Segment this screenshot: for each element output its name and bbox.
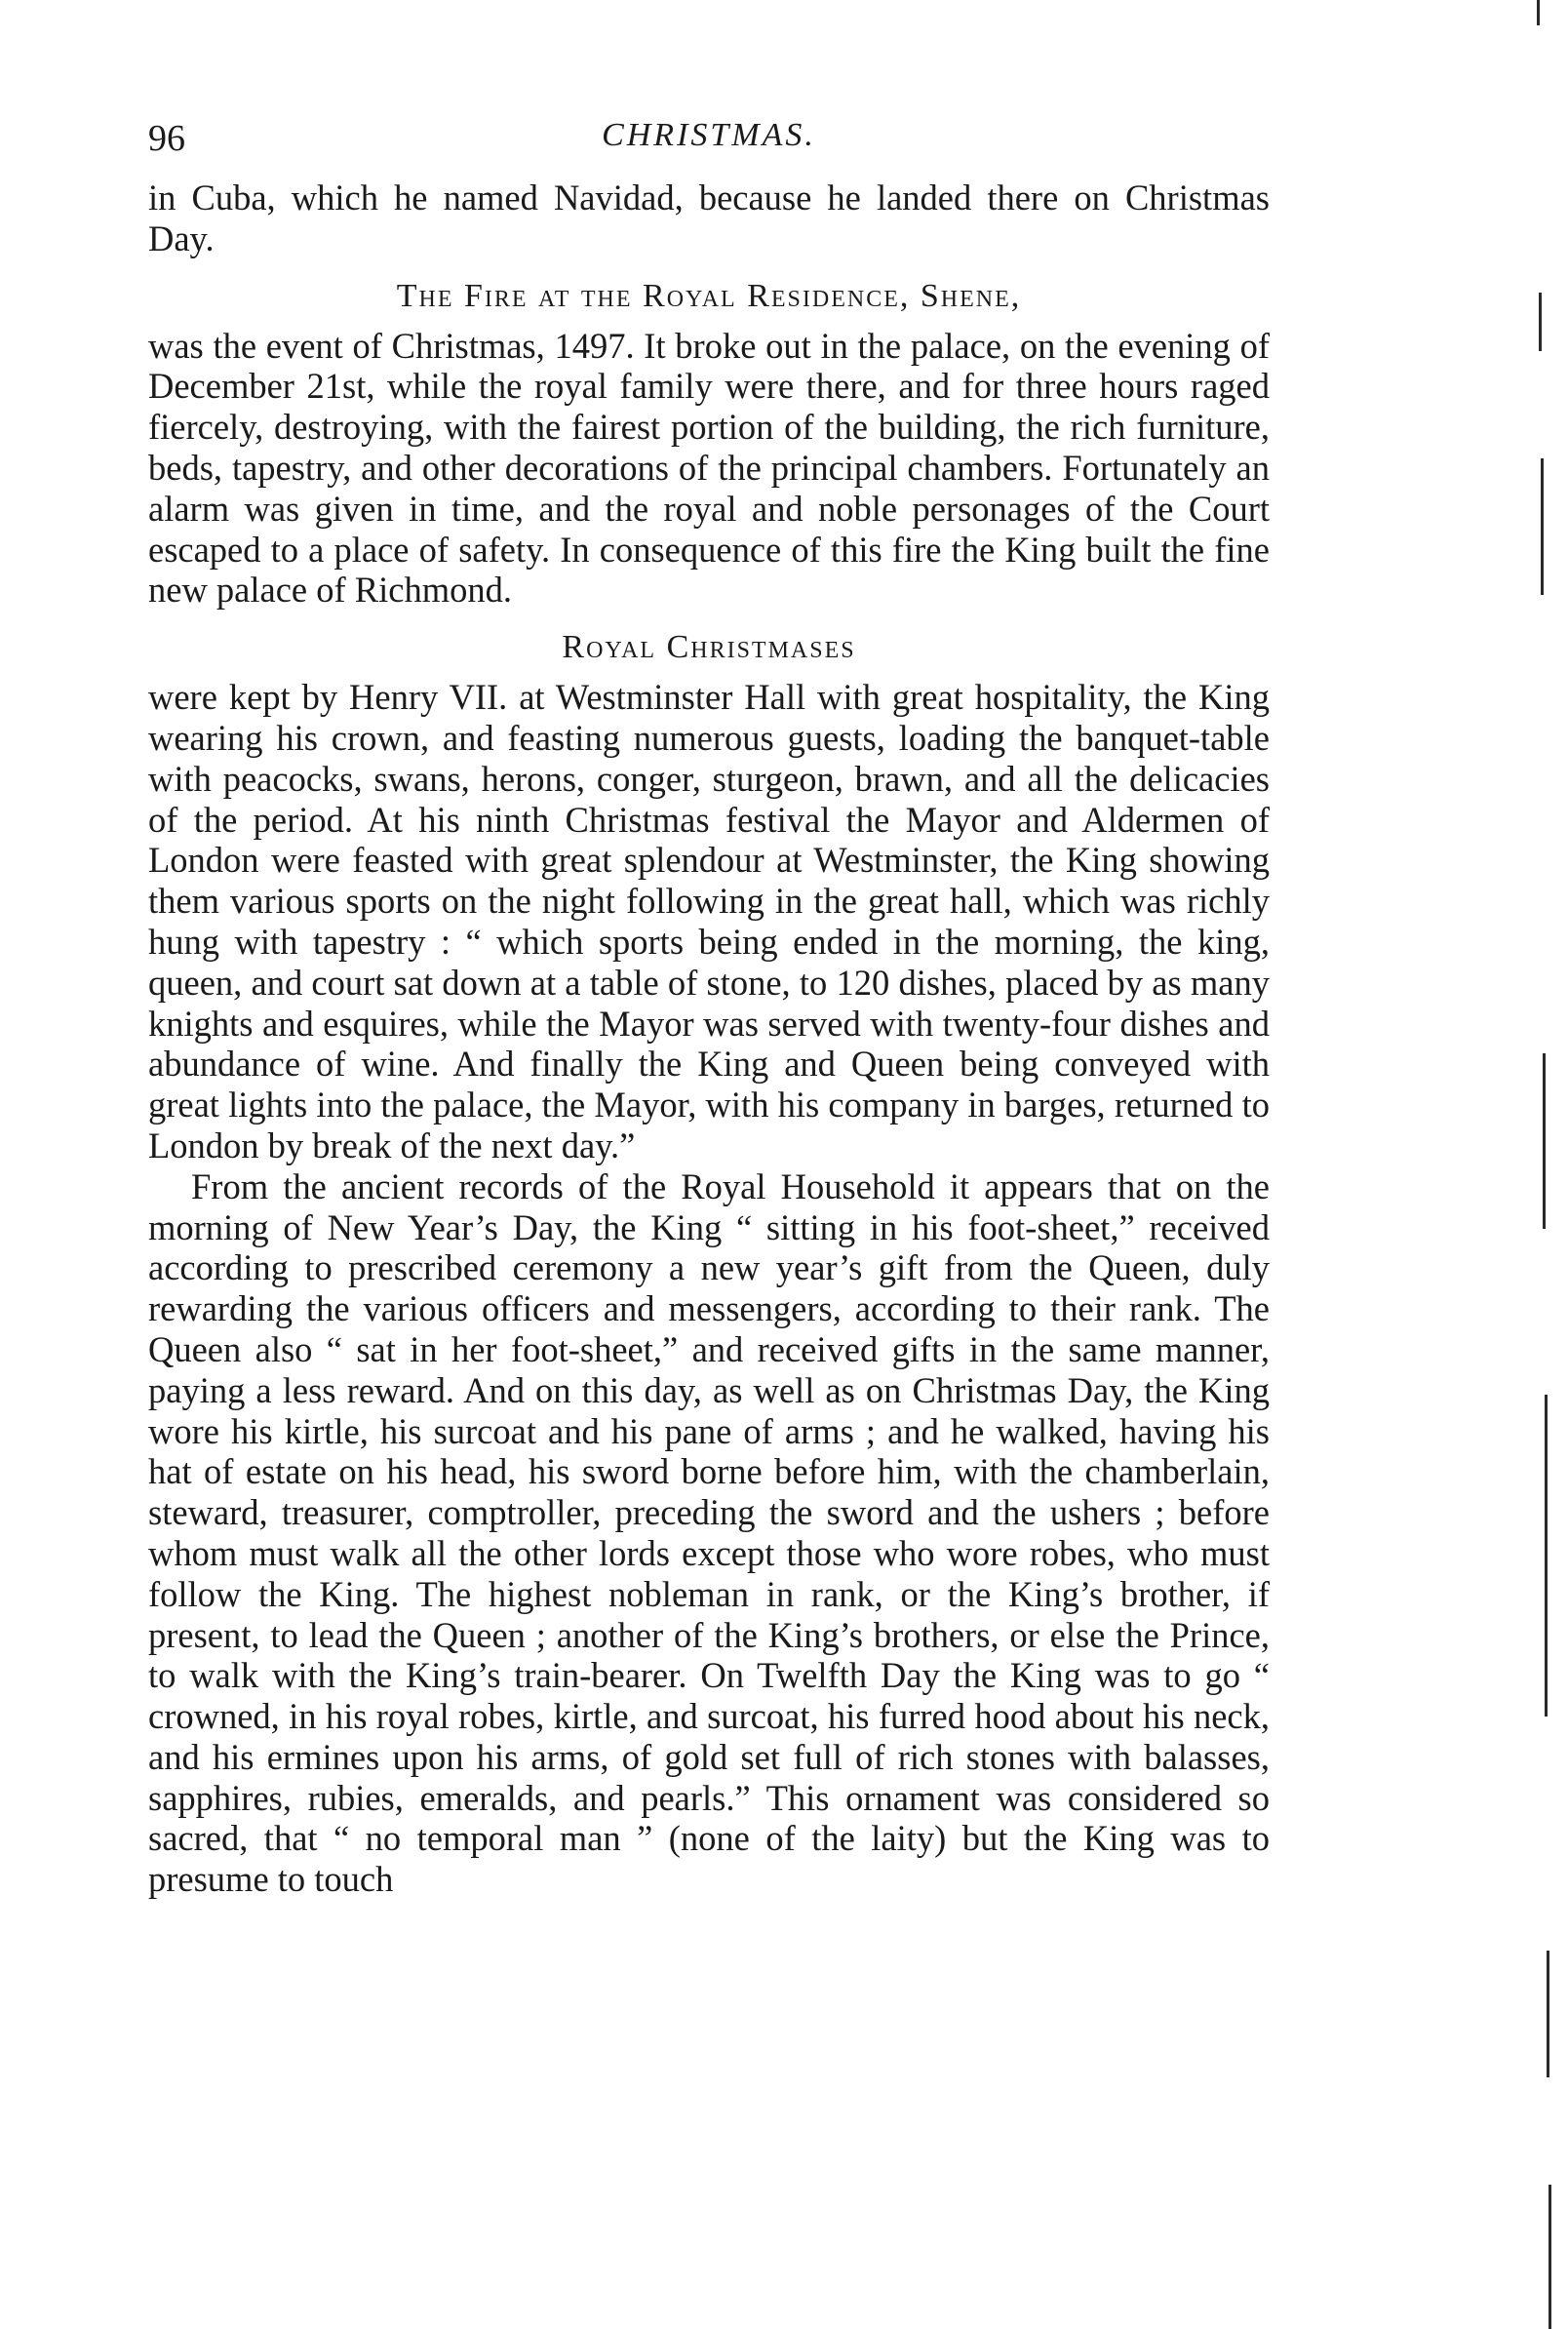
paragraph-fire: was the event of Christmas, 1497. It broke out in the palace, on the evening of December 21st, while the royal family were there, and for three hours raged fiercely, destroying, with the fairest portion of the building, the rich furniture, beds, tapestry, and other decorations of the principal chambers. Fortunately an alarm was given in time, and the royal and noble personages of the Court escaped to a place of safety. In consequence of this fire the King built the fine new palace of Richmond. [148, 325, 1270, 611]
running-head [148, 109, 1270, 168]
book-page [148, 109, 1270, 1900]
running-title: CHRISTMAS. [602, 117, 816, 153]
page-number: 96 [148, 118, 185, 159]
heading-fire-shene: The Fire at the Royal Residence, Shene, [396, 277, 1022, 314]
scan-mark [1545, 1395, 1548, 1717]
scan-mark [1547, 1951, 1549, 2077]
scan-mark [1543, 1053, 1546, 1229]
scan-mark [1537, 0, 1540, 25]
heading-royal-christmases: Royal Christmases [562, 629, 856, 666]
paragraph-cuba: in Cuba, which he named Navidad, because he landed there on Christmas Day. [148, 178, 1270, 258]
paragraph-henry-vii: were kept by Henry VII. at Westminster Hall with great hospitality, the King wearing his crown, and feasting numerous guests, loading the banquet-table with peacocks, swans, herons, conger, sturgeon, brawn, and all the delicacies of the period. At his ninth Christmas festival the Mayor and Aldermen of London were feasted with great splendour at Westminster, the King showing them various sports on the night following in the great hall, which was richly hung with tapestry : “ which sports being ended in the morning, the king, queen, and court sat down at a table of stone, to 120 dishes, placed by as many knights and esquires, while the Mayor was served with twenty-four dishes and abundance of wine. And finally the King and Queen being conveyed with great lights into the palace, the Mayor, with his company in barges, returned to London by break of the next day.” [148, 677, 1270, 1165]
paragraph-royal-household: From the ancient records of the Royal Household it appears that on the morning of New Year’s Day, the King “ sitting in his foot-sheet,” received according to prescribed ceremony a new year’s gift from the Queen, duly rewarding the various officers and messengers, according to their rank. The Queen also “ sat in her foot-sheet,” and received gifts in the same manner, paying a less reward. And on this day, as well as on Christmas Day, the King wore his kirtle, his surcoat and his pane of arms ; and he walked, having his hat of estate on his head, his sword borne before him, with the chamberlain, steward, treasurer, comptroller, preceding the sword and the ushers ; before whom must walk all the other lords except those who wore robes, who must follow the King. The highest nobleman in rank, or the King’s brother, if present, to lead the Queen ; another of the King’s brothers, or else the Prince, to walk with the King’s train-bearer. On Twelfth Day the King was to go “ crowned, in his royal robes, kirtle, and surcoat, his furred hood about his neck, and his ermines upon his arms, of gold set full of rich stones with balasses, sapphires, rubies, emeralds, and pearls.” This ornament was considered so sacred, that “ no temporal man ” (none of the laity) but the King was to presume to touch [148, 1165, 1270, 1900]
scan-mark [1541, 458, 1544, 595]
scan-mark [1548, 2185, 1551, 2329]
scan-mark [1539, 293, 1542, 351]
